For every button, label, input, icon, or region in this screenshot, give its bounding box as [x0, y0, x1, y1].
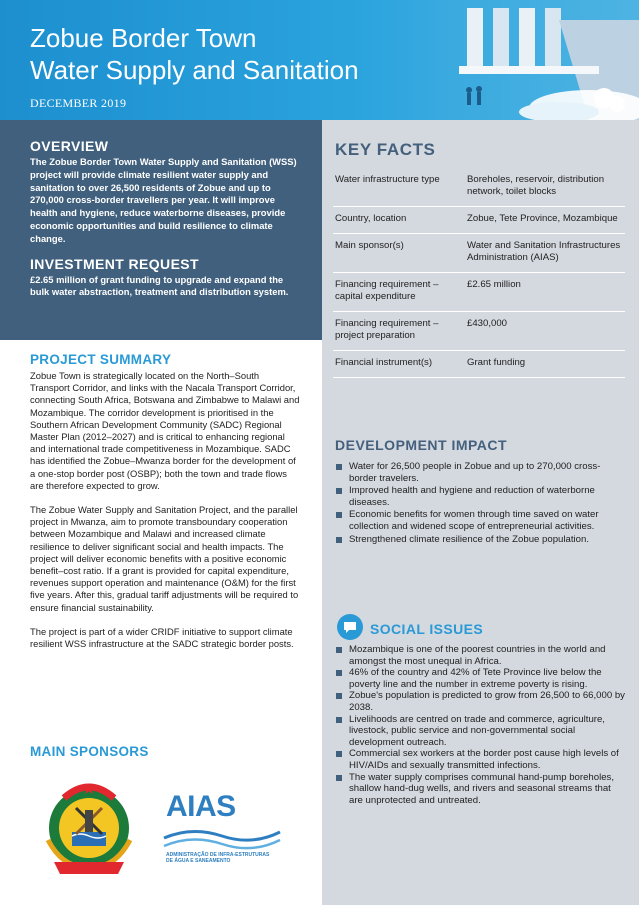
table-row — [333, 312, 625, 351]
fact-value: £2.65 million — [465, 273, 625, 312]
title-line-1: Zobue Border Town — [30, 23, 257, 53]
fact-label: Financial instrument(s) — [333, 351, 465, 378]
key-facts-heading: KEY FACTS — [335, 140, 436, 159]
development-impact-heading: DEVELOPMENT IMPACT — [335, 437, 508, 453]
list-item: Mozambique is one of the poorest countries in the world and amongst the most unequal in Africa. — [336, 644, 626, 667]
sponsors-heading: MAIN SPONSORS — [30, 744, 149, 759]
list-item: The water supply comprises communal hand-pump boreholes, shallow hand-dug wells, and rivers and seasonal streams that are unprotected and untreated. — [336, 772, 626, 807]
fact-label: Country, location — [333, 207, 465, 234]
summary-paragraph: Zobue Town is strategically located on the North–South Transport Corridor, and links with the Nacala Transport Corridor, connecting South Africa, Botswana and Zimbabwe to Malawi and Mozambique. The corridor development is prioritised in the Southern African Development Community (SADC) Regional Master Plan (2012–2027) and is critical to enhancing regional and international trade competitiveness in Mozambique. SADC has identified the Zobue–Mwanza border for the development of a one-stop border post (OSBP); both the town and trade flows are therefore expected to grow. — [30, 370, 300, 491]
fact-value: Zobue, Tete Province, Mozambique — [465, 207, 625, 234]
fact-label: Financing requirement – project preparation — [333, 312, 465, 351]
page-title — [30, 22, 450, 86]
mozambique-emblem-logo — [34, 770, 144, 890]
list-item: Livelihoods are centred on trade and commerce, agriculture, livestock, public service and non-governmental social development outreach. — [336, 714, 626, 749]
table-row — [333, 351, 625, 378]
speech-bubble-icon — [337, 614, 363, 640]
key-facts-table — [333, 168, 625, 378]
fact-label: Main sponsor(s) — [333, 234, 465, 273]
aias-subtitle: ADMINISTRAÇÃO DE INFRA-ESTRUTURAS DE ÁGUA E SANEAMENTO — [166, 852, 270, 864]
project-summary — [0, 352, 322, 662]
fact-label: Financing requirement – capital expenditure — [333, 273, 465, 312]
table-row — [333, 273, 625, 312]
investment-text: £2.65 million of grant funding to upgrade and expand the bulk water abstraction, treatment and distribution system. — [30, 273, 289, 298]
list-item: Economic benefits for women through time saved on water collection and widened scope of entrepreneurial activities. — [336, 509, 626, 532]
aias-wordmark: AIAS — [166, 790, 236, 823]
list-item: Water for 26,500 people in Zobue and up to 270,000 cross-border travelers. — [336, 461, 626, 484]
overview-panel — [0, 120, 322, 340]
development-impact-list — [336, 461, 626, 546]
list-item: 46% of the country and 42% of Tete Province live below the poverty line and the number in extreme poverty is rising. — [336, 667, 626, 690]
list-item: Strengthened climate resilience of the Zobue population. — [336, 534, 626, 546]
list-item: Improved health and hygiene and reduction of waterborne diseases. — [336, 485, 626, 508]
social-issues-list — [336, 644, 626, 806]
fact-value: Boreholes, reservoir, distribution network, toilet blocks — [465, 168, 625, 207]
publication-date: DECEMBER 2019 — [30, 96, 127, 110]
title-line-2: Water Supply and Sanitation — [30, 55, 359, 85]
fact-value: Water and Sanitation Infrastructures Administration (AIAS) — [465, 234, 625, 273]
aias-logo — [162, 790, 282, 870]
dam-illustration — [439, 0, 639, 120]
list-item: Commercial sex workers at the border post cause high levels of HIV/AIDs and sexually transmitted infections. — [336, 748, 626, 771]
social-issues-heading: SOCIAL ISSUES — [370, 621, 484, 637]
table-row — [333, 234, 625, 273]
investment-heading: INVESTMENT REQUEST — [30, 255, 199, 272]
fact-label: Water infrastructure type — [333, 168, 465, 207]
header-banner — [0, 0, 639, 120]
overview-heading: OVERVIEW — [30, 138, 109, 154]
fact-value: Grant funding — [465, 351, 625, 378]
summary-paragraph: The project is part of a wider CRIDF initiative to support climate resilient WSS infrastructure at the SADC strategic border posts. — [30, 625, 294, 650]
table-row — [333, 168, 625, 207]
overview-text: The Zobue Border Town Water Supply and Sanitation (WSS) project will provide climate resilient water supply and sanitation to over 26,500 residents of Zobue and up to 270,000 cross-border travellers per year. It will improve health and hygiene, reduce waterborne diseases, provide economic opportunities and build resilience to climate change. — [30, 156, 297, 244]
table-row — [333, 207, 625, 234]
fact-value: £430,000 — [465, 312, 625, 351]
summary-paragraph: The Zobue Water Supply and Sanitation Project, and the parallel project in Mwanza, aim to promote transboundary cooperation between Mozambique and Malawi and increased climate resilience to deliver significant social and health impacts. The project will deliver economic benefits with a positive economic benefit–cost ratio. If a grant is provided for capital expenditure, revenues support operation and maintenance (O&M) for the first five years. After this, gradual tariff adjustments will be required to ensure financial sustainability. — [30, 504, 299, 613]
summary-heading: PROJECT SUMMARY — [30, 352, 172, 367]
list-item: Zobue's population is predicted to grow from 26,500 to 66,000 by 2038. — [336, 690, 626, 713]
